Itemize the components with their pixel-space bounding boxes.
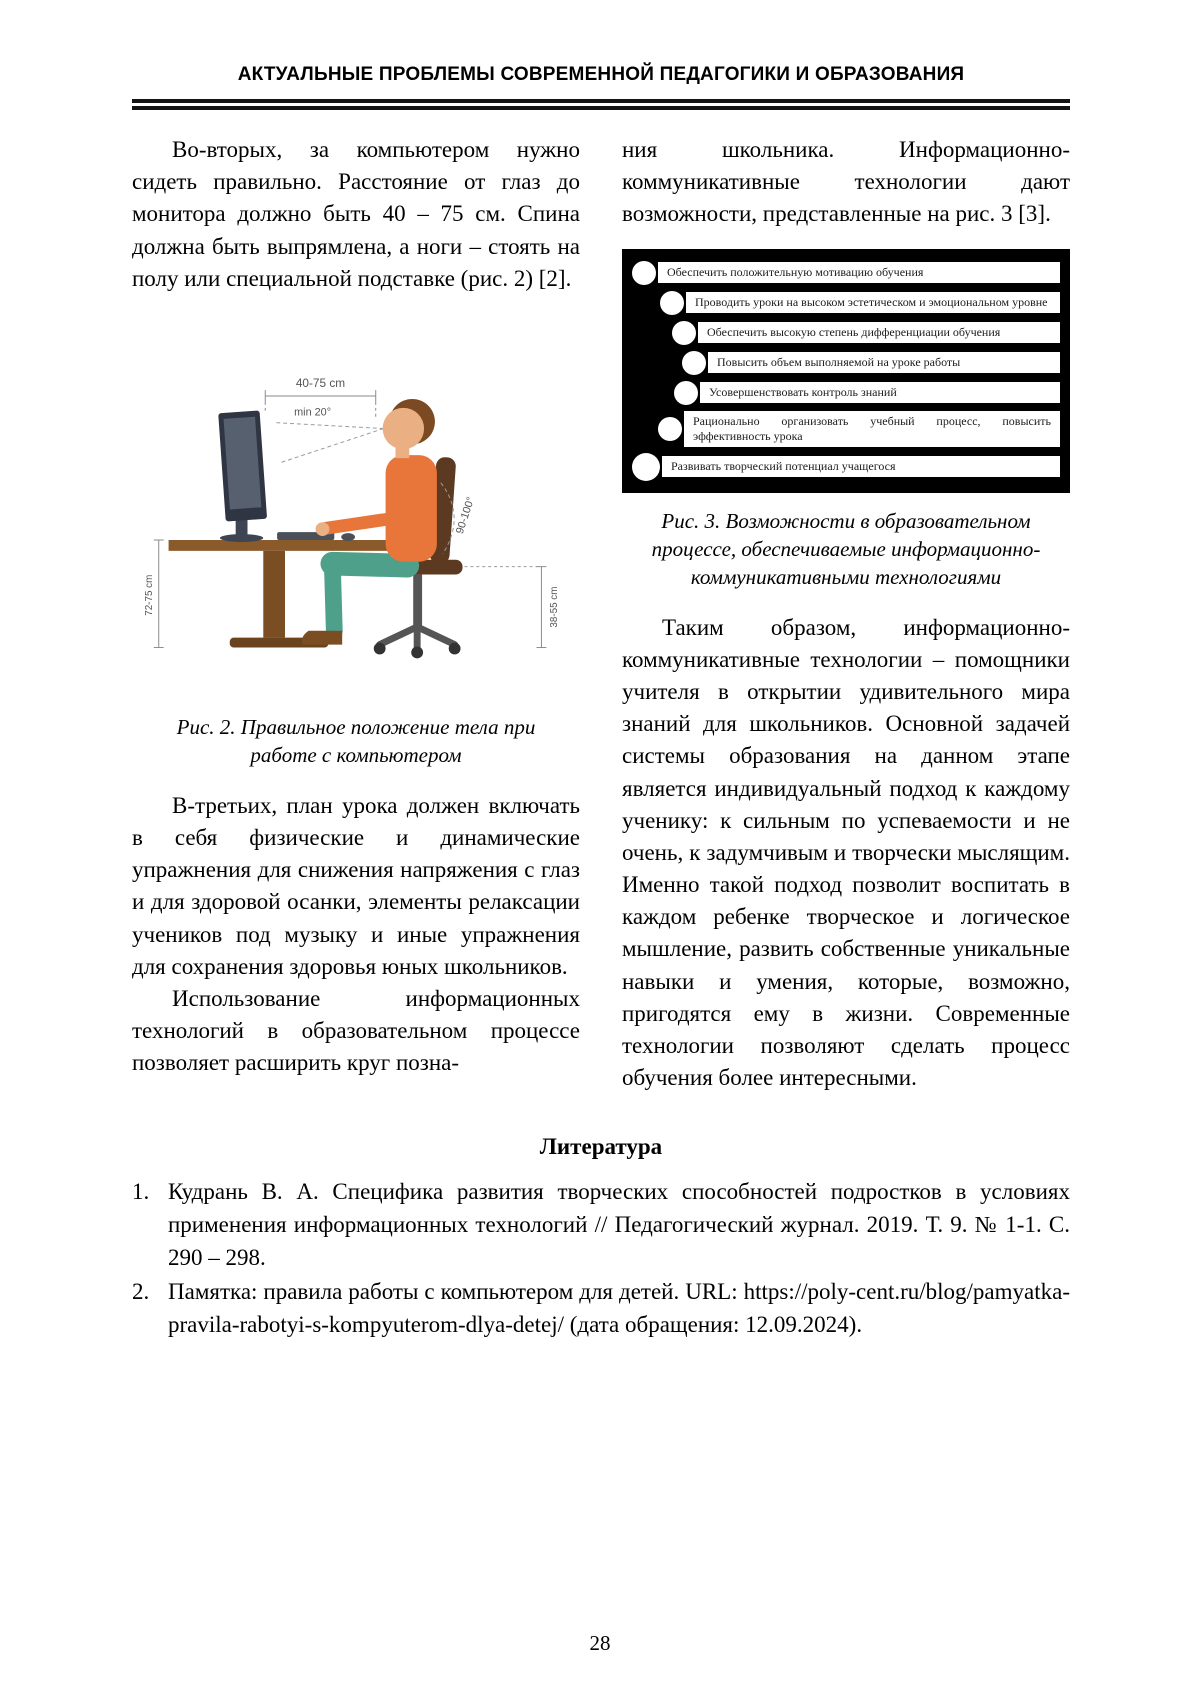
step-bullet-icon bbox=[658, 417, 682, 441]
label-seat-height: 38-55 cm bbox=[549, 586, 561, 628]
left-column bbox=[132, 134, 580, 1094]
fig3-step-label: Проводить уроки на высоком эстетическом и эмоциональном уровне bbox=[686, 292, 1060, 313]
fig3-step-label: Рационально организовать учебный процесс, повысить эффективность урока bbox=[684, 411, 1060, 447]
fig3-step-label: Усовершенствовать контроль знаний bbox=[700, 382, 1060, 403]
step-bullet-icon bbox=[660, 291, 684, 315]
fig3-step bbox=[632, 453, 1060, 481]
right-column bbox=[622, 134, 1070, 1094]
fig3-step bbox=[674, 381, 1060, 405]
fig3-step bbox=[672, 321, 1060, 345]
ergonomics-illustration bbox=[139, 317, 573, 692]
paragraph-conclusion: Таким образом, информационно-коммуникативные технологии – помощники учителя в открытии удивительного мира знаний для школьников. Основной задачей системы образования на данном этапе является индивидуальный подход к каждому ученику: к сильным по успеваемости и не очень, к задумчивым и творчески мыслящим. Именно такой подход позволит воспитать в каждом ребенке творческое и логическое мышление, развить собственные уникальные навыки и умения, которые, возможно, пригодятся ему в жизни. Современные технологии позволяют сделать процесс обучения более интересными. bbox=[622, 614, 1070, 1091]
label-elbow-angle: 90-100° bbox=[453, 495, 478, 536]
paragraph-it-usage-continued: ния школьника. Информационно-коммуникативные технологии дают возможности, представленные на рис. 3 [3]. bbox=[622, 137, 1070, 227]
figure-2-caption: Рис. 2. Правильное положение тела при работе с компьютером bbox=[176, 715, 536, 768]
step-bullet-icon bbox=[632, 453, 660, 481]
header-divider bbox=[132, 99, 1070, 110]
label-eye-distance: 40-75 cm bbox=[295, 376, 346, 391]
fig3-step bbox=[660, 291, 1060, 315]
page-header bbox=[132, 64, 1070, 110]
step-bullet-icon bbox=[632, 261, 656, 285]
paragraph-lesson-plan: В-третьих, план урока должен включать в себя физические и динамические упражнения для снижения напряжения с глаз и для здоровой осанки, элементы релаксации учеников под музыку и иные упражнения для сохранения здоровья юных школьников. bbox=[132, 792, 580, 979]
step-bullet-icon bbox=[672, 321, 696, 345]
page-number: 28 bbox=[589, 1631, 611, 1655]
figure-2-illustration bbox=[139, 317, 573, 701]
reference-number: 2. bbox=[132, 1279, 150, 1305]
reference-text: Кудрань В. А. Специфика развития творческих способностей подростков в условиях применения информационных технологий // Педагогический журнал. 2019. Т. 9. № 1-1. С. 290 – 298. bbox=[168, 1179, 1070, 1270]
label-desk-height: 72-75 cm bbox=[143, 574, 155, 616]
step-bullet-icon bbox=[682, 351, 706, 375]
fig3-step-label: Развивать творческий потенциал учащегося bbox=[662, 456, 1060, 477]
reference-text: Памятка: правила работы с компьютером для детей. URL: https://poly-cent.ru/blog/pamyatka-pravila-rabotyi-s-kompyuterom-dlya-detej/ (дата обращения: 12.09.2024). bbox=[168, 1279, 1070, 1338]
fig3-step-label: Обеспечить высокую степень дифференциации обучения bbox=[698, 322, 1060, 343]
reference-number: 1. bbox=[132, 1179, 150, 1205]
figure-3-caption: Рис. 3. Возможности в образовательном процессе, обеспечиваемые информационно-коммуникативными технологиями bbox=[651, 508, 1041, 590]
paragraph-it-usage: Использование информационных технологий в образовательном процессе позволяет расширить круг позна- bbox=[132, 985, 580, 1076]
label-view-angle: min 20° bbox=[294, 406, 332, 419]
literature-section bbox=[132, 1134, 1070, 1341]
journal-title: АКТУАЛЬНЫЕ ПРОБЛЕМЫ СОВРЕМЕННОЙ ПЕДАГОГИКИ И ОБРАЗОВАНИЯ bbox=[237, 64, 965, 85]
fig3-step bbox=[632, 261, 1060, 285]
two-column-body bbox=[132, 134, 1070, 1094]
step-bullet-icon bbox=[674, 381, 698, 405]
paragraph-sitting-rules: Во-вторых, за компьютером нужно сидеть правильно. Расстояние от глаз до монитора должно быть 40 – 75 см. Спина должна быть выпрямлена, а ноги – стоять на полу или специальной подставке (рис. 2) [2]. bbox=[132, 137, 580, 291]
fig3-step-label: Повысить объем выполняемой на уроке работы bbox=[708, 352, 1060, 373]
reference-item bbox=[132, 1176, 1070, 1274]
fig3-step bbox=[658, 411, 1060, 447]
figure-3-diagram bbox=[622, 249, 1070, 493]
figure-2 bbox=[132, 317, 580, 770]
reference-item bbox=[132, 1276, 1070, 1341]
fig3-step bbox=[682, 351, 1060, 375]
figure-3 bbox=[622, 249, 1070, 592]
reference-list bbox=[132, 1176, 1070, 1341]
literature-heading: Литература bbox=[539, 1134, 663, 1160]
fig3-step-label: Обеспечить положительную мотивацию обучения bbox=[658, 262, 1060, 283]
